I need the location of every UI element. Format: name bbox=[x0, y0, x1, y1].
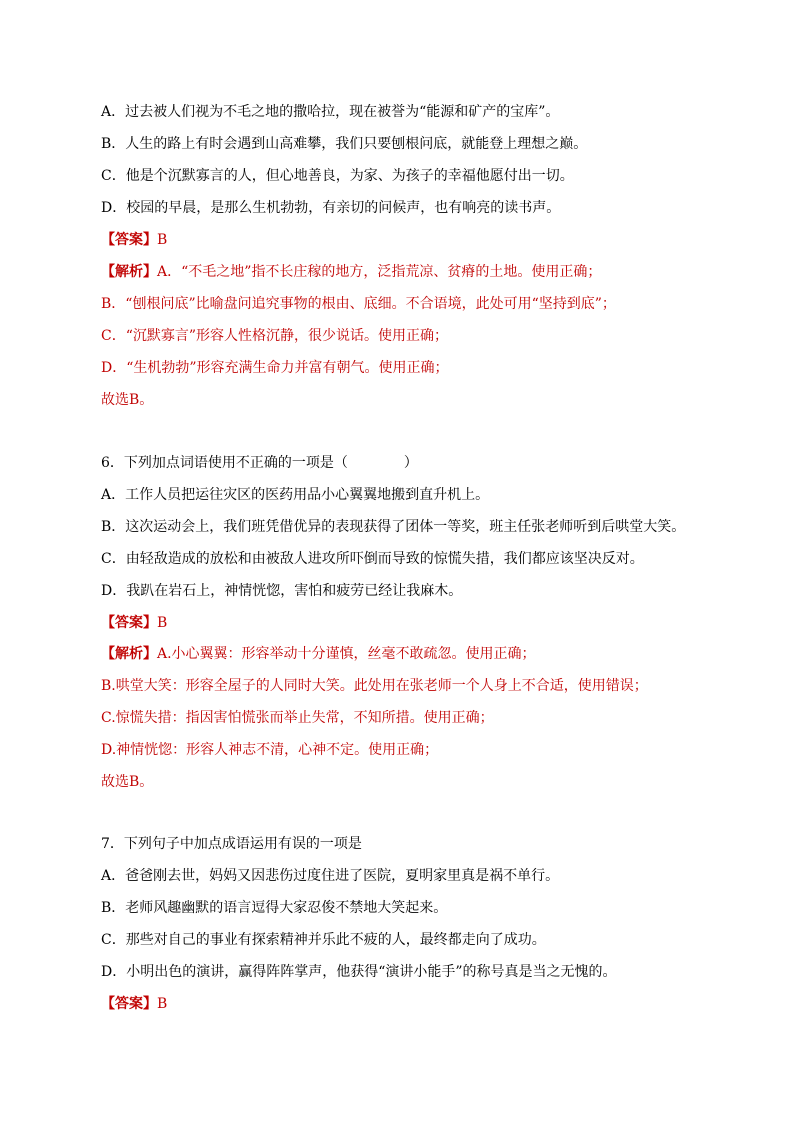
q6-option-a: A．工作人员把运往灾区的医药用品小心翼翼地搬到直升机上。 bbox=[101, 487, 490, 503]
q6-option-c: C．由轻敌造成的放松和由被敌人进攻所吓倒而导致的惊慌失措，我们都应该坚决反对。 bbox=[101, 551, 644, 567]
answer-value: B bbox=[157, 232, 168, 248]
q6-analysis-3: C.惊慌失措：指因害怕慌张而举止失常，不知所措。使用正确； bbox=[101, 710, 494, 726]
answer-label: 【答案】 bbox=[101, 232, 157, 248]
prev-analysis-4: D．“生机勃勃”形容充满生命力并富有朝气。使用正确； bbox=[101, 360, 449, 376]
q7-answer bbox=[101, 996, 167, 1012]
answer-label: 【答案】 bbox=[101, 996, 157, 1012]
prev-analysis-1 bbox=[101, 264, 601, 280]
q6-answer bbox=[101, 615, 167, 631]
q7-option-d: D．小明出色的演讲，赢得阵阵掌声，他获得“演讲小能手”的称号真是当之无愧的。 bbox=[101, 964, 617, 980]
answer-value: B bbox=[157, 615, 168, 631]
q6-conclusion: 故选B。 bbox=[101, 774, 154, 790]
prev-analysis-2: B．“刨根问底”比喻盘问追究事物的根由、底细。不合语境，此处可用“坚持到底”； bbox=[101, 296, 616, 312]
prev-conclusion: 故选B。 bbox=[101, 392, 154, 408]
q7-stem: 7．下列句子中加点成语运用有误的一项是 bbox=[101, 836, 362, 852]
analysis-label: 【解析】 bbox=[101, 646, 157, 662]
q6-analysis-2: B.哄堂大笑：形容全屋子的人同时大笑。此处用在张老师一个人身上不合适，使用错误； bbox=[101, 678, 648, 694]
q6-analysis-4: D.神情恍惚：形容人神志不清，心神不定。使用正确； bbox=[101, 742, 439, 758]
prev-analysis-3: C．“沉默寡言”形容人性格沉静，很少说话。使用正确； bbox=[101, 328, 449, 344]
q6-option-b: B．这次运动会上，我们班凭借优异的表现获得了团体一等奖，班主任张老师听到后哄堂大笑。 bbox=[101, 519, 686, 535]
prev-option-c: C．他是个沉默寡言的人，但心地善良，为家、为孩子的幸福他愿付出一切。 bbox=[101, 168, 574, 184]
prev-answer bbox=[101, 232, 167, 248]
prev-option-d: D．校园的早晨，是那么生机勃勃，有亲切的问候声，也有响亮的读书声。 bbox=[101, 200, 561, 216]
answer-label: 【答案】 bbox=[101, 615, 157, 631]
analysis-label: 【解析】 bbox=[101, 264, 157, 280]
q6-analysis-1 bbox=[101, 646, 536, 662]
q7-option-a: A．爸爸刚去世，妈妈又因悲伤过度住进了医院，夏明家里真是祸不单行。 bbox=[101, 868, 560, 884]
analysis-text: A．“不毛之地”指不长庄稼的地方，泛指荒凉、贫瘠的土地。使用正确； bbox=[157, 264, 602, 280]
q7-option-b: B．老师风趣幽默的语言逗得大家忍俊不禁地大笑起来。 bbox=[101, 900, 448, 916]
q6-option-d: D．我趴在岩石上，神情恍惚，害怕和疲劳已经让我麻木。 bbox=[101, 583, 463, 599]
analysis-text: A.小心翼翼：形容举动十分谨慎，丝毫不敢疏忽。使用正确； bbox=[157, 646, 536, 662]
q7-option-c: C．那些对自己的事业有探索精神并乐此不疲的人，最终都走向了成功。 bbox=[101, 932, 546, 948]
prev-option-a: A．过去被人们视为不毛之地的撒哈拉，现在被誉为“能源和矿产的宝库”。 bbox=[101, 104, 560, 120]
q6-stem: 6．下列加点词语使用不正确的一项是（ ） bbox=[101, 455, 418, 471]
prev-option-b: B．人生的路上有时会遇到山高难攀，我们只要刨根问底，就能登上理想之巅。 bbox=[101, 136, 588, 152]
answer-value: B bbox=[157, 996, 168, 1012]
